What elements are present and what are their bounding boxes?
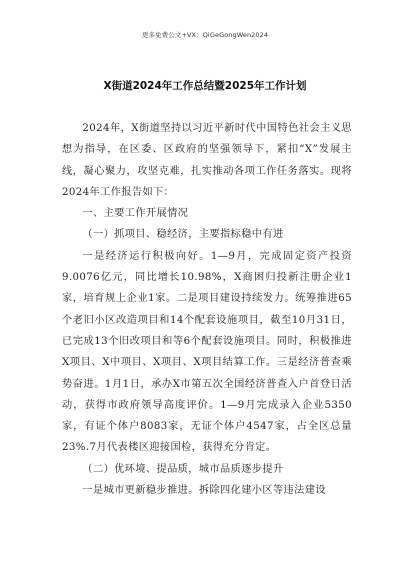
subsection-heading: （二）优环境、提品质，城市品质逐步提升 bbox=[82, 463, 284, 475]
document-title: X街道2024年工作总结暨2025年工作计划 bbox=[103, 80, 307, 92]
body-paragraph: 一是经济运行积极向好。1—9月，完成固定资产投资9.0076亿元，同比增长10.98%，X商困归投新注册企业1家，培育规上企业1家。二是项目建设持续发力。统筹推进65个老旧小区改造项目和14个配套设施项目，截至10月31日，已完成13个旧改项目和等6个配套设施项目。同时，积极推进X项目、X中项目、X项目、X项目结算工作。三是经济普查乘势奋进。1月1日，承办X市第五次全国经济普查入户首登日活动，获得市政府领导高度评价。1—9月完成录入企业5350家，有证个体户8083家，无证个体户4547家，占全区总量23%.7月代表楼区迎接国检，获得充分肯定。 bbox=[62, 250, 352, 454]
body-paragraph: 一是城市更新稳步推进。拆除四化建小区等违法建设 bbox=[82, 485, 326, 497]
subsection-heading: （一）抓项目、稳经济，主要指标稳中有进 bbox=[82, 229, 284, 241]
document-body bbox=[62, 118, 352, 501]
header-note: 更多免费公文+VX：QiGeGongWen2024 bbox=[141, 31, 269, 39]
intro-paragraph: 2024年，X街道坚持以习近平新时代中国特色社会主义思想为指导，在区委、区政府的坚强领导下，紧扣“X”发展主线，凝心聚力，攻坚克难，扎实推动各项工作任务落实。现将2024年工作报告如下： bbox=[62, 123, 352, 198]
section-heading: 一、主要工作开展情况 bbox=[82, 208, 189, 220]
